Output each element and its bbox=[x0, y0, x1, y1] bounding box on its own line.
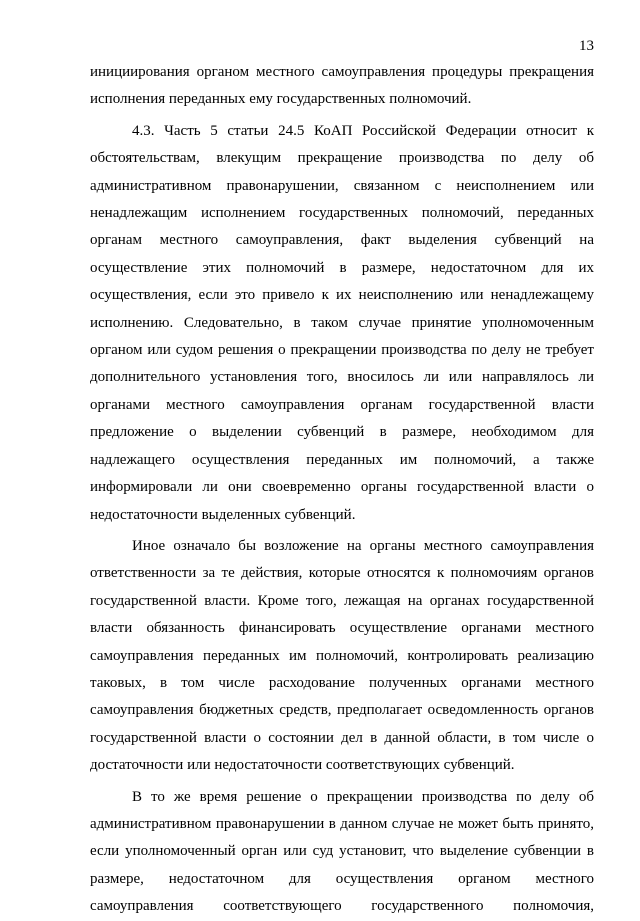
body-text bbox=[90, 59, 594, 921]
paragraph-4-3: 4.3. Часть 5 статьи 24.5 КоАП Российской Федерации относит к обстоятельствам, влекущим прекращение производства по делу об административном правонарушении, связанном с неисполнением или ненадлежащим исполнением государственных полномочий, переданных органам местного самоуправления, факт выделения субвенций на осуществление этих полномочий в размере, недостаточном для их осуществления, если это привело к их неисполнению или ненадлежащему исполнению. Следовательно, в таком случае принятие уполномоченным органом или судом решения о прекращении производства по делу не требует дополнительного установления того, вносилось ли или направлялось ли органами местного самоуправления органам государственной власти предложение о выделении субвенций в размере, необходимом для надлежащего осуществления переданных им полномочий, а также информировали ли они своевременно органы государственной власти о недостаточности выделенных субвенций. bbox=[90, 122, 594, 523]
paragraph-otherwise: Иное означало бы возложение на органы местного самоуправления ответственности за те действия, которые относятся к полномочиям органов государственной власти. Кроме того, лежащая на органах государственной власти обязанность финансировать осуществление органами местного самоуправления переданных им полномочий, контролировать реализацию таковых, в том числе расходование полученных органами местного самоуправления бюджетных средств, предполагает осведомленность органов государственной власти о состоянии дел в данной области, в том числе о достаточности или недостаточности соответствующих субвенций. bbox=[90, 537, 594, 774]
paragraph-continuation: инициирования органом местного самоуправления процедуры прекращения исполнения переданных ему государственных полномочий. bbox=[90, 64, 594, 108]
page-number: 13 bbox=[579, 38, 594, 54]
paragraph-at-the-same-time: В то же время решение о прекращении производства по делу об административном правонарушении в данном случае не может быть принято, если уполномоченный орган или суд установит, что выделение субвенции в размере, недостаточном для осуществления органом местного самоуправления соответствующего государственного полномочия, bbox=[90, 788, 594, 915]
